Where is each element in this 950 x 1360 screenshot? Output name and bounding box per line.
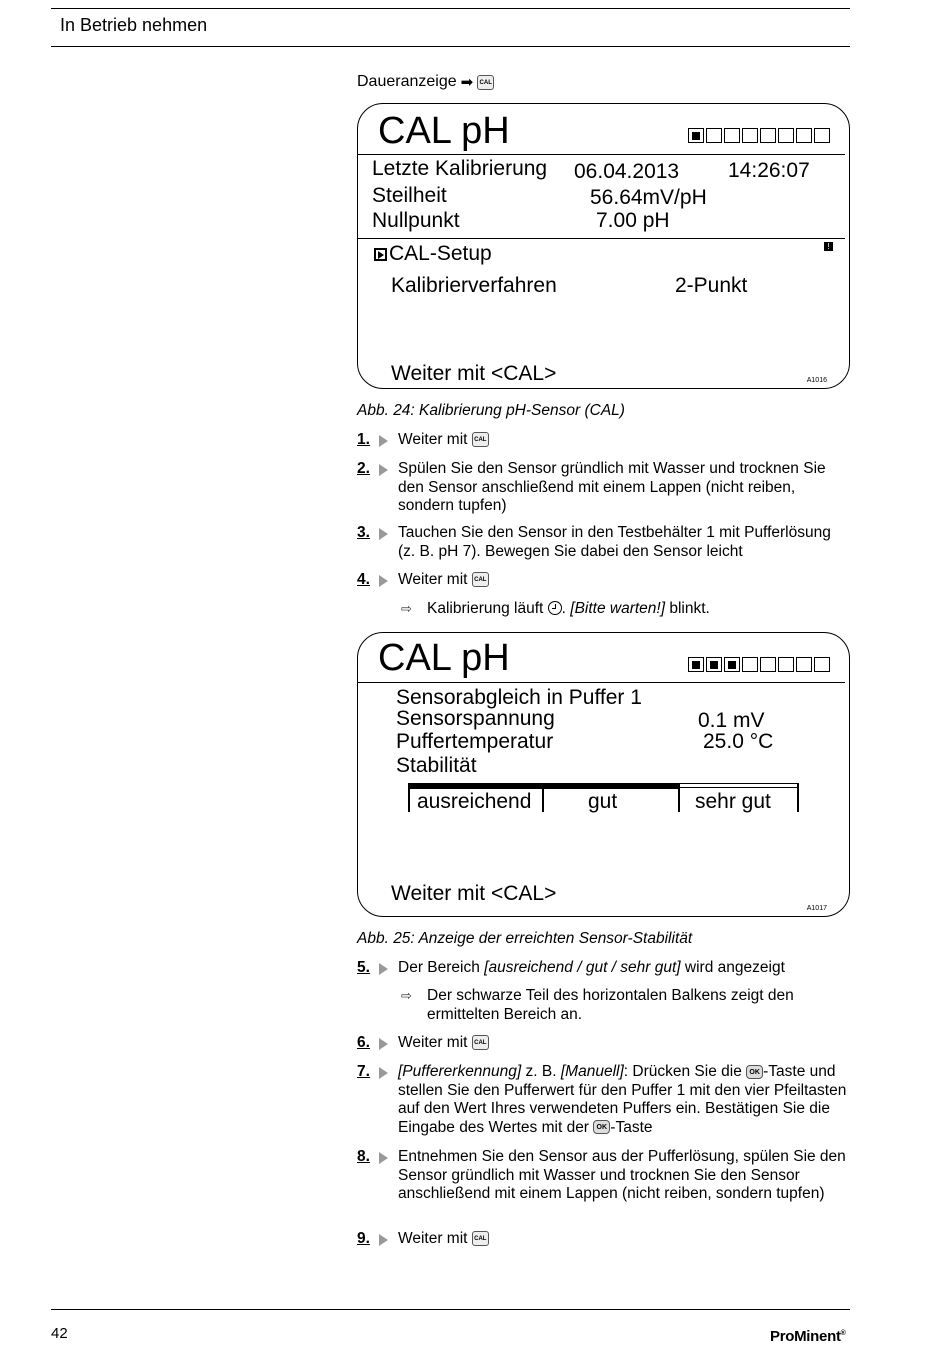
label-sensor-adjust: Sensorabgleich in Puffer 1 [396, 686, 642, 709]
step-number: 4. [357, 571, 370, 588]
screen-divider [358, 154, 845, 155]
stability-label: sehr gut [695, 790, 771, 813]
progress-cell [814, 128, 830, 143]
step-number: 1. [357, 431, 370, 448]
step-text: wird angezeigt [684, 959, 785, 976]
step-number: 6. [357, 1034, 370, 1051]
value-slope: 56.64mV/pH [590, 186, 707, 209]
label-sensor-voltage: Sensorspannung [396, 707, 555, 730]
progress-cell [724, 657, 740, 672]
screen-divider [358, 682, 845, 683]
stability-bar [408, 783, 799, 815]
menu-label: CAL-Setup [389, 242, 492, 265]
step-number: 3. [357, 524, 370, 541]
screen-divider [358, 238, 845, 239]
result-text: blinkt. [669, 600, 710, 617]
value-calibration-method: 2-Punkt [675, 274, 748, 297]
menu-cal-setup [374, 242, 492, 266]
step-italic: [Puffererkennung] [398, 1063, 522, 1080]
step-arrow-icon [379, 464, 388, 476]
step-arrow-icon [379, 575, 388, 587]
step-text: : Drücken Sie die [623, 1063, 742, 1080]
stability-tick [678, 783, 680, 812]
progress-cell [796, 128, 812, 143]
step-number: 8. [357, 1148, 370, 1165]
progress-cell [814, 657, 830, 672]
progress-cell [688, 657, 704, 672]
cal-key-icon: CAL [477, 75, 494, 90]
progress-cell [706, 128, 722, 143]
ok-key-icon: OK [746, 1065, 763, 1079]
progress-cell [688, 128, 704, 143]
figure-code: A1017 [806, 905, 827, 912]
step-arrow-icon [379, 1067, 388, 1079]
step-italic: [Manuell] [560, 1063, 624, 1080]
intro-text: Daueranzeige [357, 73, 457, 90]
stability-label: gut [588, 790, 618, 813]
step-text: -Taste und stellen Sie den Pufferwert für den Puffer 1 mit den vier Pfeiltasten auf den Wert Ihres verwendeten Puffers ein. Bestätigen Sie die Eingabe des Wertes mit der [398, 1063, 847, 1136]
progress-cell [742, 128, 758, 143]
step-italic: [ausreichend / gut / sehr gut] [484, 959, 681, 976]
header-bottom-rule [51, 46, 850, 47]
step-text: Entnehmen Sie den Sensor aus der Pufferlösung, spülen Sie den Sensor gründlich mit Wasser und trocknen Sie den Sensor anschließend mit einem Lappen (nicht reiben, sondern tupfen) [398, 1148, 846, 1202]
result-italic: [Bitte warten!] [570, 600, 666, 617]
label-slope: Steilheit [372, 184, 447, 207]
arrow-right-icon: ➡ [460, 74, 474, 91]
value-last-calibration-date: 06.04.2013 [574, 160, 680, 183]
value-sensor-voltage: 0.1 mV [698, 709, 765, 732]
progress-cell [742, 657, 758, 672]
screen-title: CAL pH [378, 110, 510, 152]
brand-logo-part: Minent [794, 1328, 841, 1345]
progress-cell [778, 128, 794, 143]
progress-cell [724, 128, 740, 143]
brand-logo-part: Pro [770, 1328, 795, 1345]
label-zero-point: Nullpunkt [372, 209, 460, 232]
stability-tick [542, 783, 544, 812]
cal-key-icon: CAL [472, 1231, 489, 1246]
clock-icon [548, 601, 562, 615]
header-top-rule [51, 8, 850, 9]
cal-key-icon: CAL [472, 1035, 489, 1050]
progress-indicator [688, 657, 832, 672]
step-arrow-icon [379, 435, 388, 447]
section-title: In Betrieb nehmen [60, 15, 208, 35]
page-number: 42 [51, 1325, 68, 1342]
stability-tick [797, 783, 799, 812]
progress-indicator [688, 128, 832, 143]
step-arrow-icon [379, 1038, 388, 1050]
step-result [401, 987, 851, 1024]
result-arrow-icon: ⇨ [401, 601, 412, 616]
step-item [357, 959, 852, 978]
label-stability: Stabilität [396, 754, 477, 777]
progress-cell [706, 657, 722, 672]
warning-icon: ! [824, 242, 833, 251]
label-calibration-method: Kalibrierverfahren [391, 274, 557, 297]
step-number: 2. [357, 460, 370, 477]
result-text: Kalibrierung läuft [427, 600, 544, 617]
step-number: 7. [357, 1063, 370, 1080]
result-arrow-icon: ⇨ [401, 988, 412, 1003]
step-text: Weiter mit [398, 1230, 468, 1247]
value-buffer-temperature: 25.0 °C [703, 730, 774, 753]
intro-line [357, 73, 494, 91]
screen-footer: Weiter mit <CAL> [391, 362, 557, 385]
display-screen-cal-setup [357, 103, 850, 389]
step-result [401, 600, 851, 619]
figure-caption: Abb. 25: Anzeige der erreichten Sensor-Stabilität [357, 930, 693, 947]
step-arrow-icon [379, 1234, 388, 1246]
stability-label: ausreichend [417, 790, 532, 813]
figure-caption: Abb. 24: Kalibrierung pH-Sensor (CAL) [357, 402, 625, 419]
step-text: -Taste [610, 1118, 653, 1136]
screen-footer: Weiter mit <CAL> [391, 882, 557, 905]
progress-cell [796, 657, 812, 672]
label-buffer-temperature: Puffertemperatur [396, 730, 554, 753]
figure-code: A1016 [806, 377, 827, 384]
ok-key-icon: OK [593, 1120, 610, 1134]
step-item [357, 1063, 852, 1137]
step-text: Weiter mit [398, 431, 468, 448]
footer-rule [51, 1309, 850, 1310]
brand-logo [770, 1328, 846, 1345]
step-number: 5. [357, 959, 370, 976]
step-text: z. B. [525, 1063, 557, 1080]
result-text: . [561, 600, 566, 617]
step-text: Spülen Sie den Sensor gründlich mit Wasser und trocknen Sie den Sensor anschließend mit einem Lappen (nicht reiben, sondern tupfen) [398, 460, 826, 514]
step-arrow-icon [379, 528, 388, 540]
step-text: Weiter mit [398, 571, 468, 588]
value-last-calibration-time: 14:26:07 [728, 159, 810, 182]
stability-bar-empty [678, 783, 799, 788]
step-item [357, 1230, 852, 1249]
menu-pointer-icon [374, 248, 387, 261]
step-item [357, 524, 852, 561]
display-screen-stability [357, 632, 850, 917]
brand-logo-mark: ® [840, 1330, 846, 1337]
step-item [357, 571, 852, 590]
progress-cell [778, 657, 794, 672]
value-zero-point: 7.00 pH [596, 209, 670, 232]
screen-title: CAL pH [378, 637, 510, 679]
step-text: Weiter mit [398, 1034, 468, 1051]
cal-key-icon: CAL [472, 572, 489, 587]
step-item [357, 431, 852, 450]
step-text: Tauchen Sie den Sensor in den Testbehälter 1 mit Pufferlösung (z. B. pH 7). Bewegen Sie dabei den Sensor leicht [398, 524, 831, 560]
step-arrow-icon [379, 963, 388, 975]
step-arrow-icon [379, 1152, 388, 1164]
progress-cell [760, 128, 776, 143]
step-text: Der Bereich [398, 959, 480, 976]
label-last-calibration: Letzte Kalibrierung [372, 157, 548, 180]
cal-key-icon: CAL [472, 432, 489, 447]
step-number: 9. [357, 1230, 370, 1247]
stability-tick [408, 783, 410, 812]
progress-cell [760, 657, 776, 672]
result-text: Der schwarze Teil des horizontalen Balkens zeigt den ermittelten Bereich an. [427, 987, 794, 1023]
step-item [357, 1034, 852, 1053]
step-item [357, 1148, 852, 1204]
step-item [357, 460, 852, 516]
